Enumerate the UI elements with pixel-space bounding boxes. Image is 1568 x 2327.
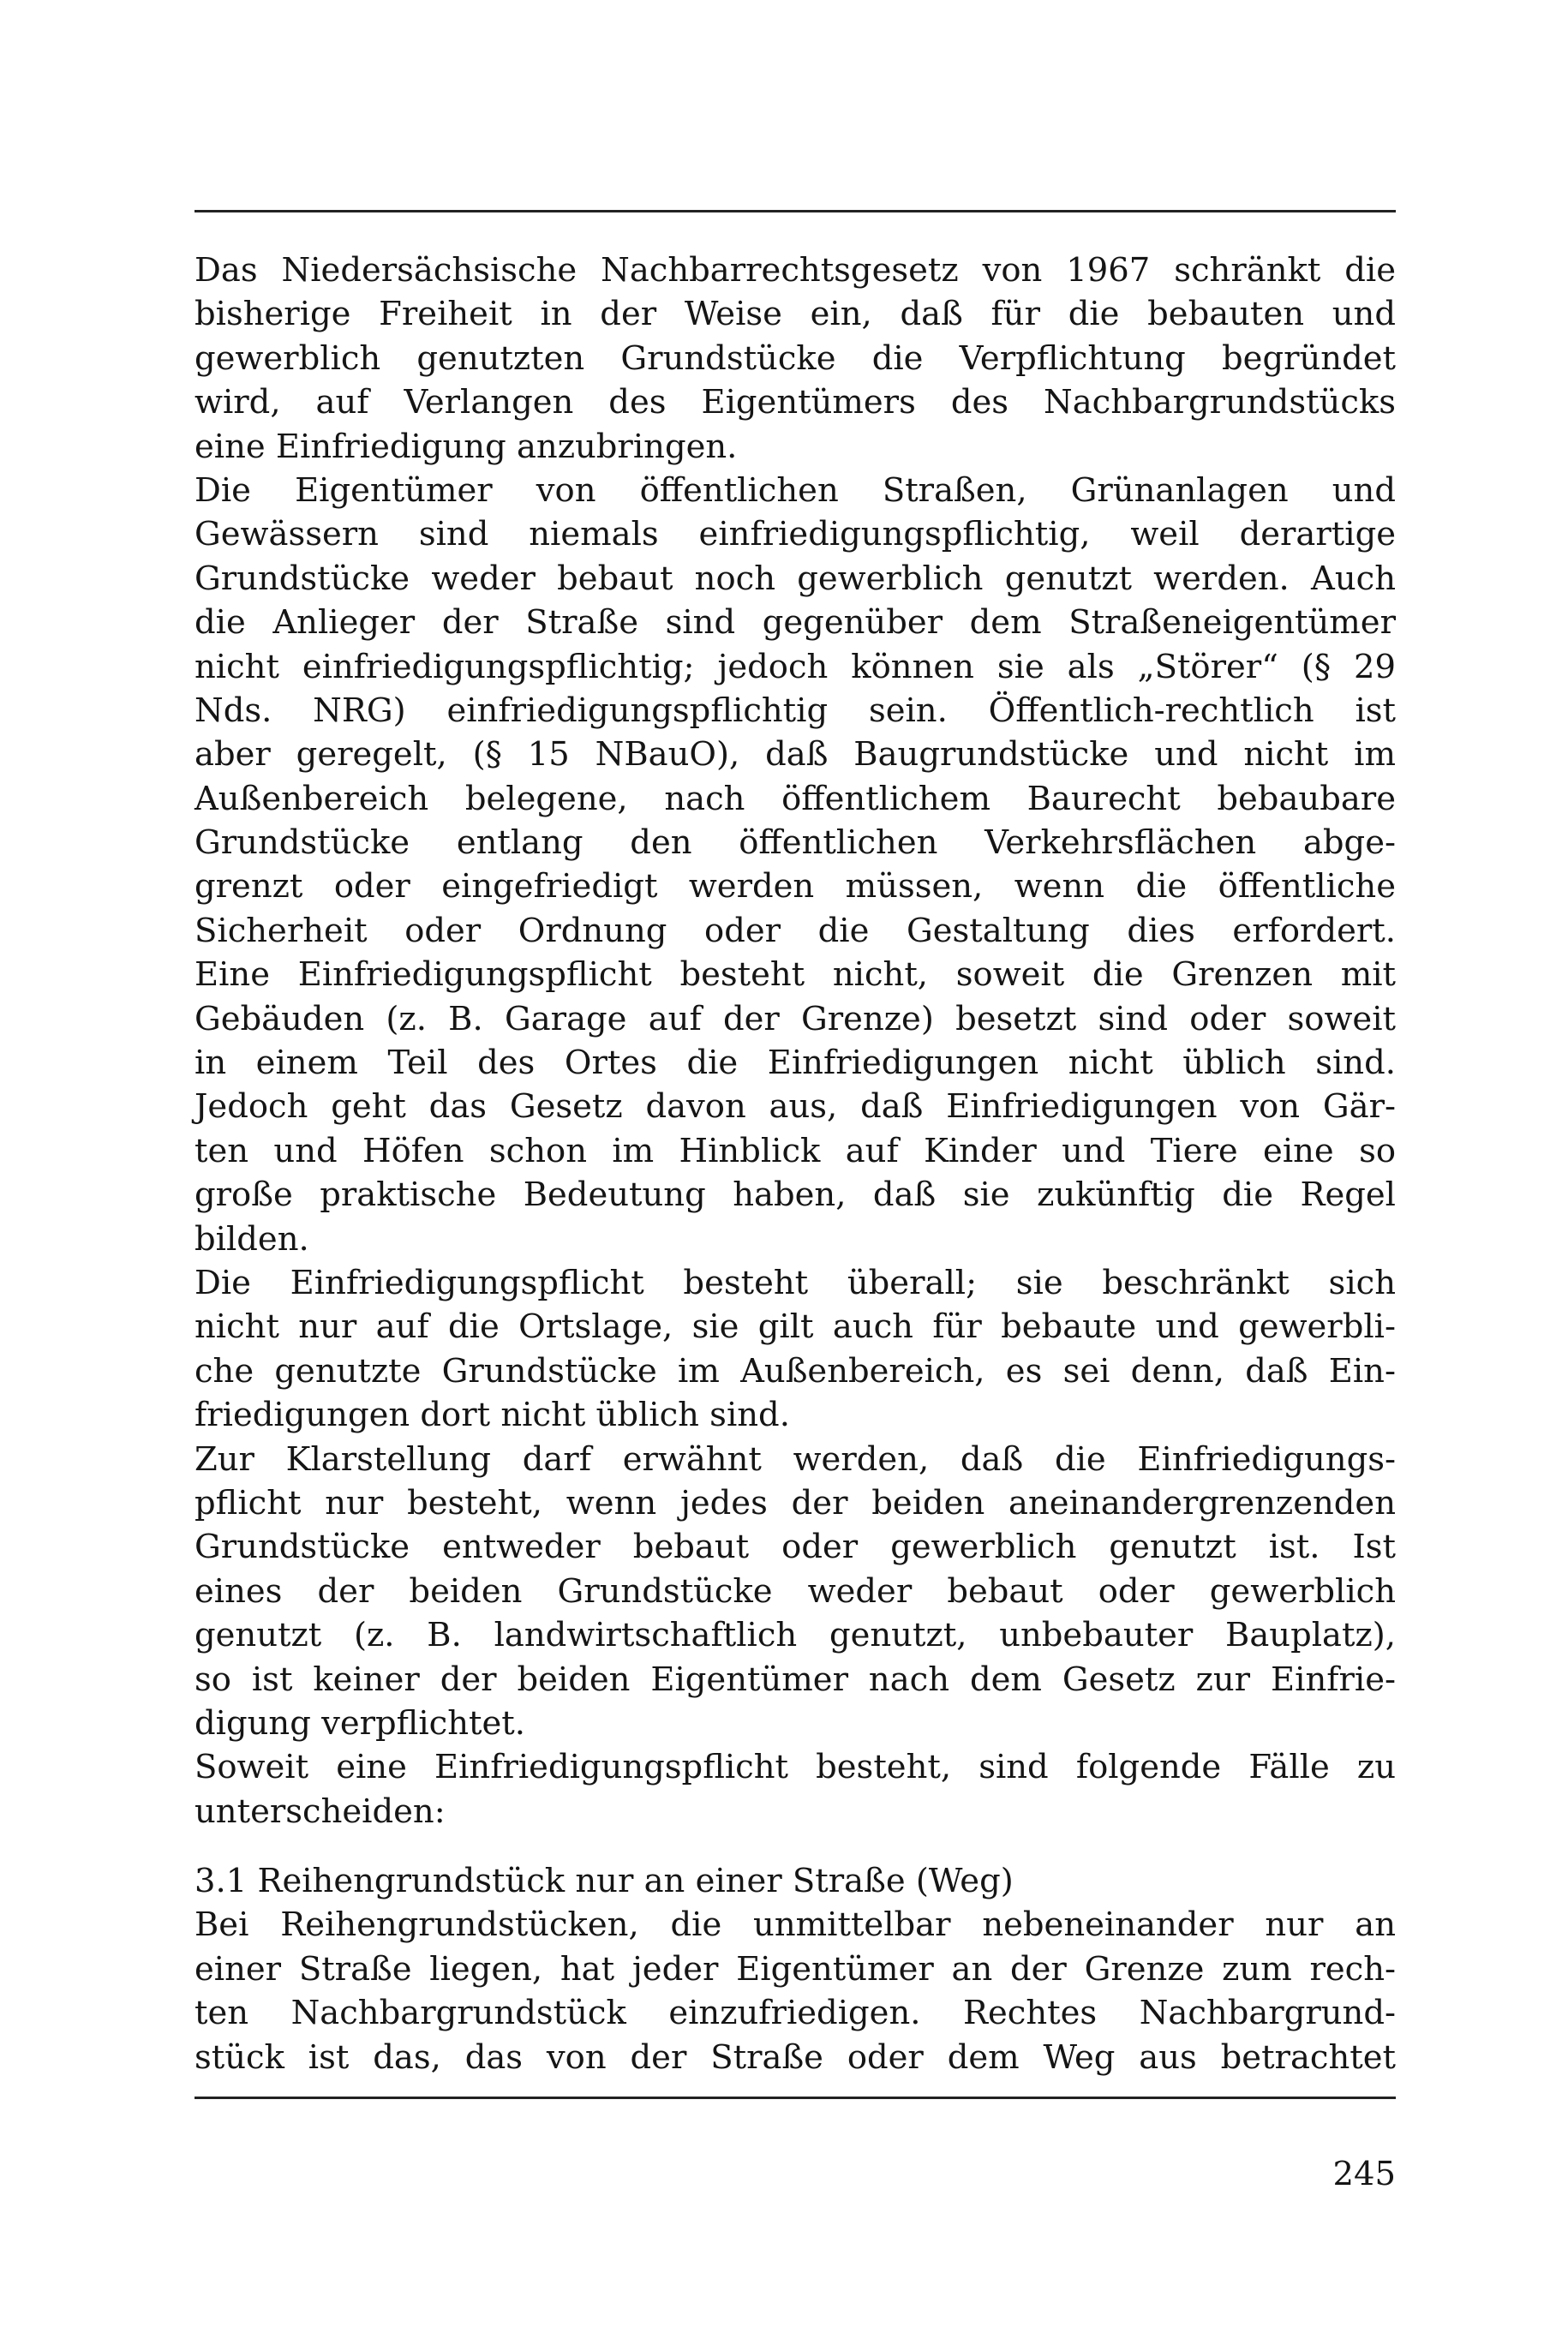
- subsection-text-line: stück ist das, das von der Straße oder dem Weg aus betrachtet: [195, 2037, 1396, 2077]
- main-text-line: Sicherheit oder Ordnung oder die Gestaltung dies erfordert.: [195, 911, 1396, 950]
- main-text-line: Gewässern sind niemals einfriedigungspflichtig, weil derartige: [195, 515, 1396, 554]
- main-text-line: in einem Teil des Ortes die Einfriedigungen nicht üblich sind.: [195, 1044, 1396, 1083]
- subsection-text-line: einer Straße liegen, hat jeder Eigentümer an der Grenze zum rech-: [195, 1949, 1396, 1989]
- main-text-line: wird, auf Verlangen des Eigentümers des Nachbargrundstücks: [195, 383, 1396, 422]
- main-text-line: pflicht nur besteht, wenn jedes der beiden aneinandergrenzenden: [195, 1483, 1396, 1522]
- page-number: 245: [1332, 2155, 1396, 2193]
- main-text-line: Grundstücke entweder bebaut oder gewerblich genutzt ist. Ist: [195, 1528, 1396, 1567]
- main-text-line: eine Einfriedigung anzubringen.: [195, 427, 738, 466]
- main-text-line: nicht einfriedigungspflichtig; jedoch können sie als „Störer“ (§ 29: [195, 647, 1396, 686]
- main-text-line: Nds. NRG) einfriedigungspflichtig sein. Öffentlich-rechtlich ist: [195, 691, 1396, 730]
- main-text-line: genutzt (z. B. landwirtschaftlich genutzt, unbebauter Bauplatz),: [195, 1616, 1396, 1655]
- main-text-block: [195, 248, 1396, 1833]
- main-text-line: Zur Klarstellung darf erwähnt werden, daß die Einfriedigungs-: [195, 1439, 1396, 1479]
- main-text-line: unterscheiden:: [195, 1792, 446, 1831]
- subsection-text-line: Bei Reihengrundstücken, die unmittelbar nebeneinander nur an: [195, 1905, 1396, 1945]
- main-text-line: Die Einfriedigungspflicht besteht überall; sie beschränkt sich: [195, 1263, 1396, 1302]
- main-text-line: digung verpflichtet.: [195, 1703, 525, 1743]
- main-text-line: die Anlieger der Straße sind gegenüber dem Straßeneigentümer: [195, 603, 1396, 643]
- main-text-line: ten und Höfen schon im Hinblick auf Kinder und Tiere eine so: [195, 1131, 1396, 1170]
- main-text-line: Grundstücke entlang den öffentlichen Verkehrsflächen abge-: [195, 823, 1396, 863]
- main-text-line: Die Eigentümer von öffentlichen Straßen, Grünanlagen und: [195, 470, 1396, 510]
- subsection-text-block: [195, 1859, 1396, 2079]
- main-text-line: so ist keiner der beiden Eigentümer nach dem Gesetz zur Einfrie-: [195, 1660, 1396, 1699]
- main-text-line: Das Niedersächsische Nachbarrechtsgesetz von 1967 schränkt die: [195, 251, 1396, 290]
- main-text-line: Eine Einfriedigungspflicht besteht nicht, soweit die Grenzen mit: [195, 955, 1396, 995]
- main-text-line: nicht nur auf die Ortslage, sie gilt auch für bebaute und gewerbli-: [195, 1307, 1396, 1347]
- main-text-line: gewerblich genutzten Grundstücke die Verpflichtung begründet: [195, 338, 1396, 378]
- main-text-line: Jedoch geht das Gesetz davon aus, daß Einfriedigungen von Gär-: [195, 1087, 1396, 1127]
- top-rule: [195, 210, 1396, 212]
- main-text-line: bilden.: [195, 1219, 309, 1259]
- main-text-line: Grundstücke weder bebaut noch gewerblich genutzt werden. Auch: [195, 559, 1396, 598]
- main-text-line: eines der beiden Grundstücke weder bebaut oder gewerblich: [195, 1571, 1396, 1611]
- main-text-line: Außenbereich belegene, nach öffentlichem Baurecht bebaubare: [195, 779, 1396, 818]
- main-text-line: che genutzte Grundstücke im Außenbereich, es sei denn, daß Ein-: [195, 1351, 1396, 1391]
- main-text-line: friedigungen dort nicht üblich sind.: [195, 1396, 790, 1435]
- bottom-rule: [195, 2097, 1396, 2099]
- main-text-line: Soweit eine Einfriedigungspflicht besteht, sind folgende Fälle zu: [195, 1748, 1396, 1787]
- main-text-line: bisherige Freiheit in der Weise ein, daß für die bebauten und: [195, 295, 1396, 334]
- main-text-line: aber geregelt, (§ 15 NBauO), daß Baugrundstücke und nicht im: [195, 735, 1396, 775]
- main-text-line: große praktische Bedeutung haben, daß sie zukünftig die Regel: [195, 1175, 1396, 1215]
- subsection-text-line: 3.1 Reihengrundstück nur an einer Straße (Weg): [195, 1862, 1014, 1900]
- main-text-line: Gebäuden (z. B. Garage auf der Grenze) besetzt sind oder soweit: [195, 999, 1396, 1038]
- main-text-line: grenzt oder eingefriedigt werden müssen, wenn die öffentliche: [195, 867, 1396, 906]
- subsection-text-line: ten Nachbargrundstück einzufriedigen. Rechtes Nachbargrund-: [195, 1994, 1396, 2033]
